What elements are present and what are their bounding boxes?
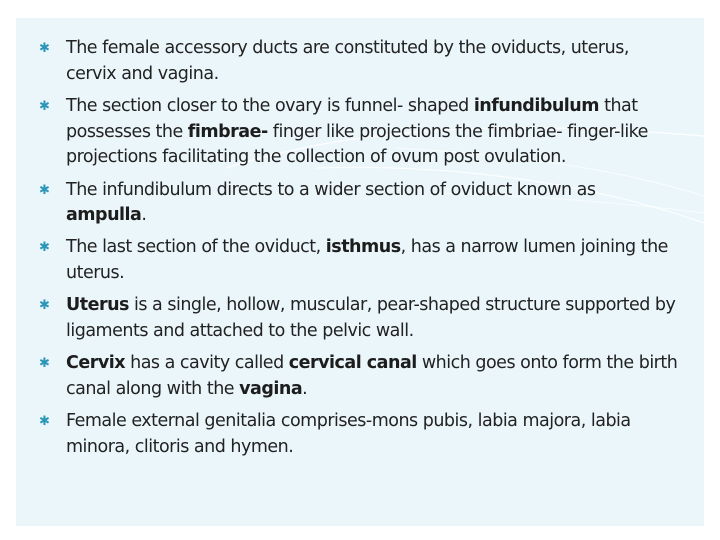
asterisk-bullet-icon: ✱ <box>39 240 50 256</box>
bullet-text: The last section of the oviduct, <box>66 237 326 258</box>
bullet-text: finger like projections the fimbriae- finger-like projections facilitating the collection of ovum post ovulation. <box>66 121 648 168</box>
bullet-item <box>38 235 678 286</box>
bullet-item <box>38 351 678 402</box>
bullet-keyword: infundibulum <box>473 95 600 116</box>
bullet-text: The infundibulum directs to a wider section of oviduct known as <box>66 179 596 200</box>
bullet-keyword: isthmus <box>325 237 401 258</box>
bullet-text: Female external genitalia comprises-mons pubis, labia majora, labia minora, clitoris and hymen. <box>66 411 631 457</box>
bullet-item <box>38 293 678 344</box>
asterisk-bullet-icon: ✱ <box>39 98 50 114</box>
bullet-text: which goes onto form the birth canal along with the <box>66 353 678 399</box>
bullet-text: . <box>141 205 147 226</box>
bullet-text: The section closer to the ovary is funnel- shaped <box>66 95 474 116</box>
bullet-list <box>38 36 678 467</box>
asterisk-bullet-icon: ✱ <box>39 414 50 430</box>
bullet-keyword: vagina <box>239 378 303 399</box>
bullet-text: , has a narrow lumen joining the uterus. <box>66 237 668 284</box>
asterisk-bullet-icon: ✱ <box>39 298 50 314</box>
bullet-text: that possesses the <box>66 95 638 142</box>
bullet-keyword: ampulla <box>66 205 142 226</box>
asterisk-bullet-icon: ✱ <box>39 41 50 56</box>
bullet-text: has a cavity called <box>125 353 289 374</box>
bullet-keyword: Uterus <box>66 295 129 316</box>
bullet-text: The female accessory ducts are constituted by the oviducts, uterus, cervix and vagina. <box>66 38 629 84</box>
bullet-keyword: fimbrae- <box>187 121 268 142</box>
bullet-keyword: Cervix <box>66 353 126 374</box>
bullet-item <box>38 36 678 87</box>
bullet-item <box>38 409 678 460</box>
asterisk-bullet-icon: ✱ <box>39 182 50 198</box>
asterisk-bullet-icon: ✱ <box>39 356 50 372</box>
bullet-item <box>38 94 678 171</box>
bullet-text: . <box>302 378 308 399</box>
bullet-text: is a single, hollow, muscular, pear-shaped structure supported by ligaments and attached to the pelvic wall. <box>66 295 676 342</box>
bullet-item <box>38 178 678 229</box>
bullet-keyword: cervical canal <box>288 353 417 374</box>
